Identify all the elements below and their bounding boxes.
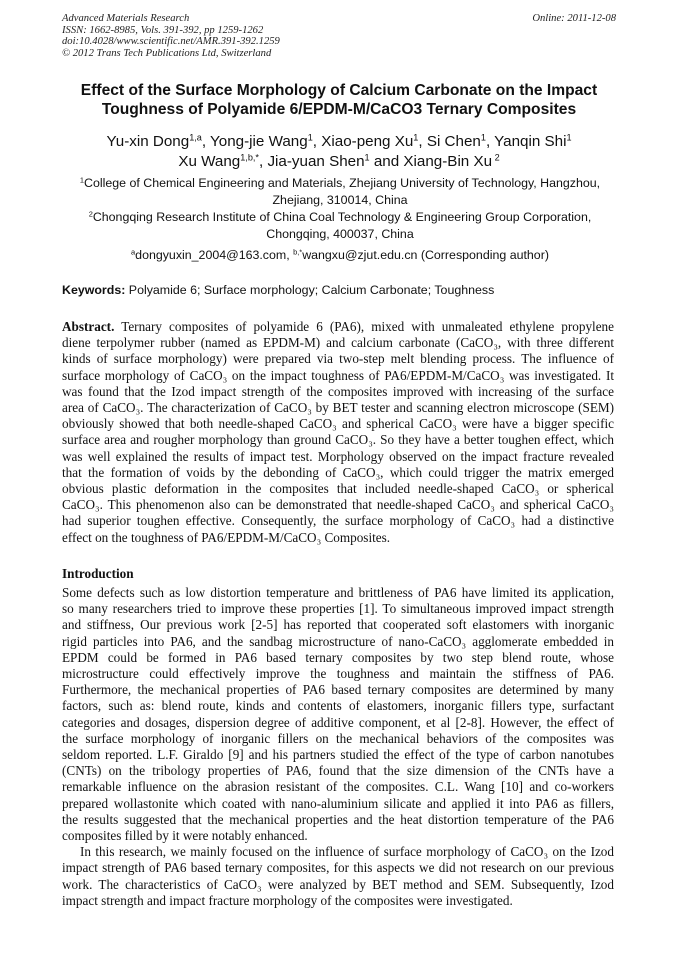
introduction-body (62, 585, 614, 909)
title-line: Toughness of Polyamide 6/EPDM-M/CaCO3 Ternary Composites (101, 101, 577, 118)
affiliation-text: Zhejiang, 310014, China (272, 192, 408, 207)
text-line: impact strength of PA6 based ternary composites, for this aspects we did not research on our previous (62, 860, 614, 876)
journal-name: Advanced Materials Research (62, 13, 190, 24)
online-date: Online: 2011-12-08 (532, 13, 616, 24)
email-marker: a (131, 247, 136, 257)
author-name: Yanqin Shi (494, 133, 567, 150)
doi: doi:10.4028/www.scientific.net/AMR.391-392.1259 (62, 36, 280, 48)
publication-header (62, 13, 616, 60)
section-heading-introduction: Introduction (62, 566, 134, 581)
text-line: effect on the toughness of PA6/EPDM-M/CaCO₃ Composites. (62, 529, 391, 545)
text-segment: Ternary composites of polyamide 6 (PA6), mixed with unmaleated ethylene propylene (114, 319, 614, 334)
author-affiliation-marker: 1 (566, 132, 572, 143)
text-line: diene terpolymer rubber (named as EPDM-M) and calcium carbonate (CaCO₃, with three different (62, 335, 614, 351)
text-line: was found that the Izod impact strength of the composites improved with increasing of the surface (62, 383, 614, 399)
affiliation-1 (62, 175, 618, 208)
author-emails (62, 247, 618, 263)
author-name: Xu Wang (178, 152, 241, 170)
author-separator: , (258, 152, 268, 170)
affiliation-marker: 2 (88, 209, 93, 219)
text-line: was well explained the results of impact test. Morphology observed on the impact fracture revealed (62, 448, 614, 464)
author-list (40, 132, 638, 171)
text-line: (CNTs) on the tribology properties of PA6, found that the size dimension of the CNTs have a (62, 763, 614, 779)
author-separator: , (201, 133, 211, 150)
author-affiliation-marker: 1,b,* (240, 152, 259, 163)
author-affiliation-marker: 1 (480, 132, 486, 143)
email-a: dongyuxin_2004@163.com, (135, 248, 294, 262)
text-line: surface area and rougher morphology than ground CaCO₃. So they have a better toughen effect, which (62, 432, 614, 448)
author-separator: , (312, 133, 322, 150)
paper-title (40, 81, 638, 119)
text-line: Some defects such as low distortion temperature and brittleness of PA6 have limited its application, (62, 585, 614, 600)
author-line (40, 152, 638, 172)
text-line: remarkable influence on the abrasion resistant of the composites. C.L. Wang [10] and co-workers (62, 779, 614, 795)
text-line: In this research, we mainly focused on the influence of surface morphology of CaCO₃ on the Izod (80, 844, 614, 860)
affiliation-text: College of Chemical Engineering and Materials, Zhejiang University of Technology, Hangzhou, (84, 176, 601, 190)
text-line: and stiffness, Our previous work [2-5] has reported that cooperated soft elastomers with inorganic (62, 617, 614, 633)
affiliation-text: Chongqing, 400037, China (266, 226, 414, 241)
author-name: Yong-jie Wang (210, 133, 308, 150)
affiliation-text: Chongqing Research Institute of China Coal Technology & Engineering Group Corporation, (92, 210, 592, 224)
text-line: kinds of surface morphology) were prepared via two-step melt blending process. The influence of (62, 351, 614, 367)
author-separator: , (485, 133, 495, 150)
text-line (62, 319, 614, 335)
text-line: had superior toughen effective. Consequently, the surface morphology of CaCO₃ had a distinctive (62, 513, 614, 529)
author-name: Yu-xin Dong (106, 133, 190, 150)
text-line: obvious plastic deformation in the composites that included needle-shaped CaCO₃ or spherical (62, 481, 614, 497)
text-line: area of CaCO₃. The characterization of CaCO₃ by BET tester and scanning electron microscope (SEM) (62, 400, 614, 416)
text-line: surface morphology of CaCO₃ on the impact toughness of PA6/EPDM-M/CaCO₃ was investigated. It (62, 367, 614, 383)
affiliation-marker: 1 (79, 175, 85, 185)
author-affiliation-marker: 1 (413, 132, 419, 143)
author-affiliation-marker: 1,a (189, 132, 202, 143)
email-b: wangxu@zjut.edu.cn (Corresponding author) (302, 248, 549, 262)
text-line: microstructure could effectively improve the toughness and maintain the stiffness of PA6. (62, 666, 614, 682)
text-line: that the formation of voids by the debonding of CaCO₃, which could trigger the matrix emerged (62, 464, 614, 480)
text-line: impact strength and impact fracture morphology of the composites were investigated. (62, 892, 513, 908)
text-line: composites filled by it were notably enhanced. (62, 828, 308, 844)
keywords (62, 282, 494, 298)
author-separator: , (418, 133, 427, 150)
text-line: rigid particles into PA6, and the sandbag microstructure of nano-CaCO₃ agglomerate embedded in (62, 633, 614, 649)
author-affiliation-marker: 1 (307, 132, 313, 143)
issn: ISSN: 1662-8985, Vols. 391-392, pp 1259-1262 (62, 24, 264, 36)
text-line: CaCO₃. This phenomenon also can be demonstrated that needle-shaped CaCO₃ and spherical CaCO₃ (62, 497, 614, 513)
text-line: so many researchers tried to improve these properties [1]. To simultaneous improved impact strength (62, 601, 614, 617)
keywords-text: Polyamide 6; Surface morphology; Calcium Carbonate; Toughness (125, 283, 495, 297)
author-affiliation-marker: 1 (364, 152, 370, 163)
copyright: © 2012 Trans Tech Publications Ltd, Switzerland (62, 48, 272, 60)
text-line: seldom reported. L.F. Giraldo [9] and his partners studied the effect of the type of carbon nanotubes (62, 747, 614, 763)
email-marker: b,* (293, 247, 303, 257)
affiliation-2 (62, 209, 618, 242)
author-name: Si Chen (426, 133, 481, 150)
text-line: work. The characteristics of CaCO₃ were analyzed by BET method and SEM. Subsequently, Izod (62, 876, 614, 892)
title-line: Effect of the Surface Morphology of Calcium Carbonate on the Impact (80, 82, 598, 99)
text-line: obviously showed that both needle-shaped CaCO₃ and spherical CaCO₃ were have a bigger specific (62, 416, 614, 432)
author-line (40, 132, 638, 152)
text-line: categories and dosages, dispersion degree of additive component, et al [2-8]. However, the effect of (62, 714, 614, 730)
author-name: Xiang-Bin Xu (403, 152, 493, 170)
author-name: Jia-yuan Shen (267, 152, 365, 170)
text-line: factors, such as: blend route, kinds and contents of elastomers, inorganic fillers type, surfactant (62, 698, 614, 714)
abstract-label: Abstract. (62, 319, 115, 334)
text-line: EPDM could be formed in PA6 based ternary composites by two step blend route, whose (62, 649, 614, 665)
author-affiliation-marker: 2 (492, 152, 500, 163)
text-line: the surface morphology of inorganic fillers on the mechanical behaviors of the composites was (62, 730, 614, 746)
author-separator: and (369, 152, 404, 170)
text-line: the results suggested that the mechanical properties and the heat distortion temperature of the PA6 (62, 811, 614, 827)
text-line: prepared wollastonite which coated with nano-aluminium silicate and applied it into PA6 as fillers, (62, 795, 614, 811)
text-line: Furthermore, the mechanical properties of PA6 based ternary composites are determined by many (62, 682, 614, 698)
keywords-label: Keywords: (62, 283, 126, 297)
abstract (62, 319, 614, 546)
author-name: Xiao-peng Xu (321, 133, 414, 150)
